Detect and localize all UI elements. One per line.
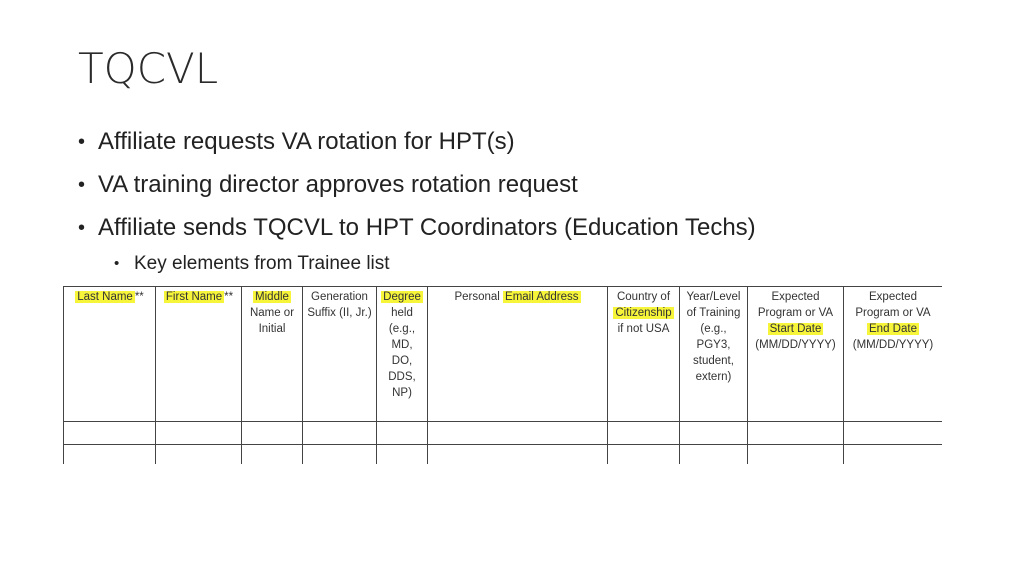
bullet-list xyxy=(78,120,756,279)
column-header-year-level: Year/Level of Training (e.g., PGY3, student, extern) xyxy=(680,287,748,422)
column-header-generation-suffix: Generation Suffix (II, Jr.) xyxy=(303,287,377,422)
column-header-citizenship: Country of Citizenship if not USA xyxy=(608,287,680,422)
trainee-list-table xyxy=(63,286,942,464)
column-header-first-name: First Name ** xyxy=(156,287,242,422)
bullet-dot-icon: • xyxy=(78,130,86,153)
column-header-middle-name: Middle Name or Initial xyxy=(242,287,303,422)
bullet-text: Affiliate requests VA rotation for HPT(s) xyxy=(98,127,515,155)
bullet-item xyxy=(78,163,756,206)
bullet-dot-icon: • xyxy=(114,255,120,272)
table-row xyxy=(64,445,943,465)
table-header-row xyxy=(64,287,943,422)
sub-bullet-text: Key elements from Trainee list xyxy=(134,253,390,274)
bullet-item xyxy=(78,120,756,163)
sub-bullet-item xyxy=(114,249,756,279)
bullet-text: VA training director approves rotation request xyxy=(98,170,578,198)
column-header-end-date: Expected Program or VA End Date (MM/DD/YYYY) xyxy=(844,287,943,422)
bullet-item xyxy=(78,206,756,249)
bullet-dot-icon: • xyxy=(78,216,86,239)
table-row xyxy=(64,422,943,445)
slide-title: TQCVL xyxy=(78,44,219,93)
column-header-degree: Degree held (e.g., MD, DO, DDS, NP) xyxy=(377,287,428,422)
column-header-last-name: Last Name ** xyxy=(64,287,156,422)
column-header-email: Personal Email Address xyxy=(428,287,608,422)
bullet-dot-icon: • xyxy=(78,173,86,196)
bullet-text: Affiliate sends TQCVL to HPT Coordinators (Education Techs) xyxy=(98,213,756,241)
column-header-start-date: Expected Program or VA Start Date (MM/DD/YYYY) xyxy=(748,287,844,422)
